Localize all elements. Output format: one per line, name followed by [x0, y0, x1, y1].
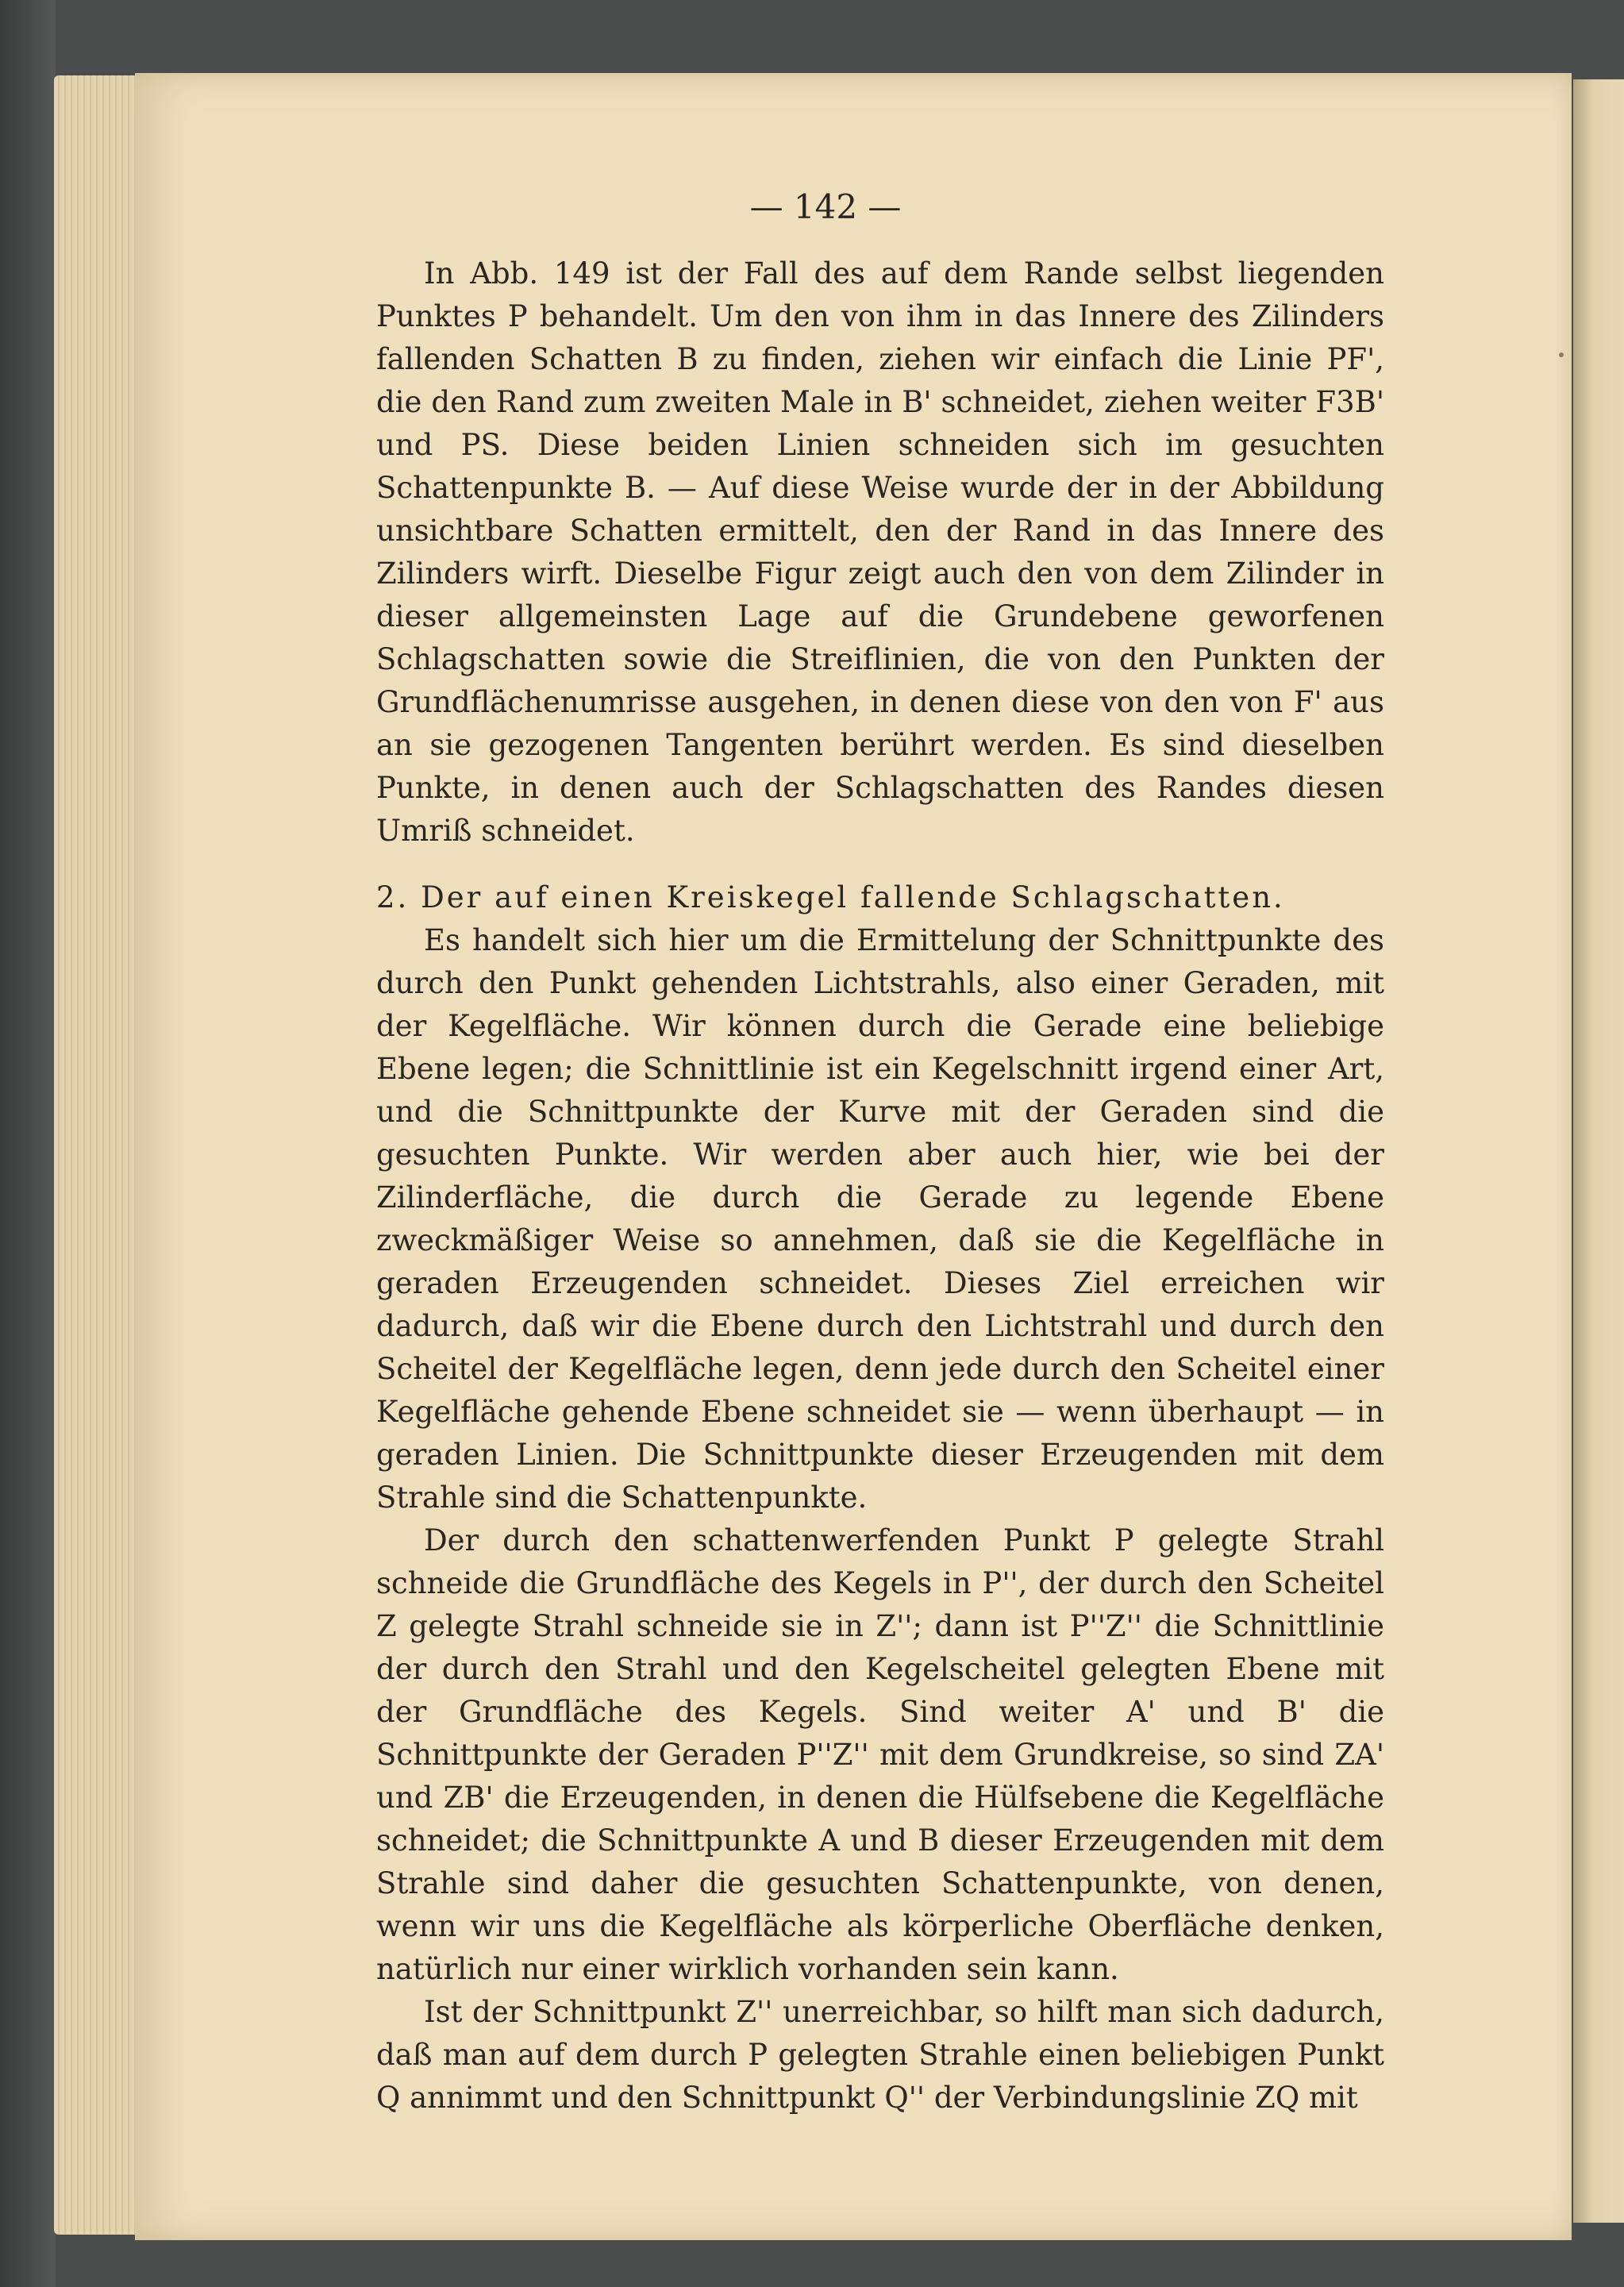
book-spine-shadow	[0, 0, 56, 2287]
paragraph-3: Der durch den schattenwerfenden Punkt P gelegte Strahl schneide die Grundfläche des Kegels in P'', der durch den Scheitel Z gelegte Strahl schneide sie in Z''; dann ist P''Z'' die Schnittlinie der durch den Strahl und den Kegelscheitel gelegten Ebene mit der Grundfläche des Kegels. Sind weiter A' und B' die Schnittpunkte der Geraden P''Z'' mit dem Grundkreise, so sind ZA' und ZB' die Erzeugenden, in denen die Hülfsebene die Kegelfläche schneidet; die Schnittpunkte A und B dieser Erzeugenden mit dem Strahle sind daher die gesuchten Schattenpunkte, von denen, wenn wir uns die Kegelfläche als körperliche Oberfläche denken, natürlich nur einer wirklich vorhanden sein kann.	[376, 1523, 1384, 1986]
page-number: — 142 —	[749, 187, 902, 226]
body-text	[376, 252, 1384, 2120]
next-page-edge	[1573, 79, 1624, 2223]
paragraph-1: In Abb. 149 ist der Fall des auf dem Rande selbst liegenden Punktes P behandelt. Um den von ihm in das Innere des Zilinders fallenden Schatten B zu finden, ziehen wir einfach die Linie PF', die den Rand zum zweiten Male in B' schneidet, ziehen weiter F3B' und PS. Diese beiden Linien schneiden sich im gesuchten Schattenpunkte B. — Auf diese Weise wurde der in der Abbildung unsichtbare Schatten ermittelt, den der Rand in das Innere des Zilinders wirft. Dieselbe Figur zeigt auch den von dem Zilinder in dieser allgemeinsten Lage auf die Grundebene geworfenen Schlagschatten sowie die Streiflinien, die von den Punkten der Grundflächenumrisse ausgehen, in denen diese von den von F' aus an sie gezogenen Tangenten berührt werden. Es sind dieselben Punkte, in denen auch der Schlagschatten des Randes diesen Umriß schneidet.	[376, 256, 1384, 848]
section-heading: 2. Der auf einen Kreiskegel fallende Schlagschatten.	[376, 880, 1285, 914]
page-edges	[54, 75, 145, 2235]
paper-speck	[1559, 352, 1564, 357]
paragraph-2: Es handelt sich hier um die Ermittelung der Schnittpunkte des durch den Punkt gehenden Lichtstrahls, also einer Geraden, mit der Kegelfläche. Wir können durch die Gerade eine beliebige Ebene legen; die Schnittlinie ist ein Kegelschnitt irgend einer Art, und die Schnittpunkte der Kurve mit der Geraden sind die gesuchten Punkte. Wir werden aber auch hier, wie bei der Zilinderfläche, die durch die Gerade zu legende Ebene zweckmäßiger Weise so annehmen, daß sie die Kegelfläche in geraden Erzeugenden schneidet. Dieses Ziel erreichen wir dadurch, daß wir die Ebene durch den Lichtstrahl und durch den Scheitel der Kegelfläche legen, denn jede durch den Scheitel einer Kegelfläche gehende Ebene schneidet sie — wenn überhaupt — in geraden Linien. Die Schnittpunkte dieser Erzeugenden mit dem Strahle sind die Schattenpunkte.	[376, 923, 1384, 1515]
paragraph-4: Ist der Schnittpunkt Z'' unerreichbar, so hilft man sich dadurch, daß man auf dem durch P gelegten Strahle einen beliebigen Punkt Q annimmt und den Schnittpunkt Q'' der Verbindungslinie ZQ mit	[376, 1995, 1384, 2115]
